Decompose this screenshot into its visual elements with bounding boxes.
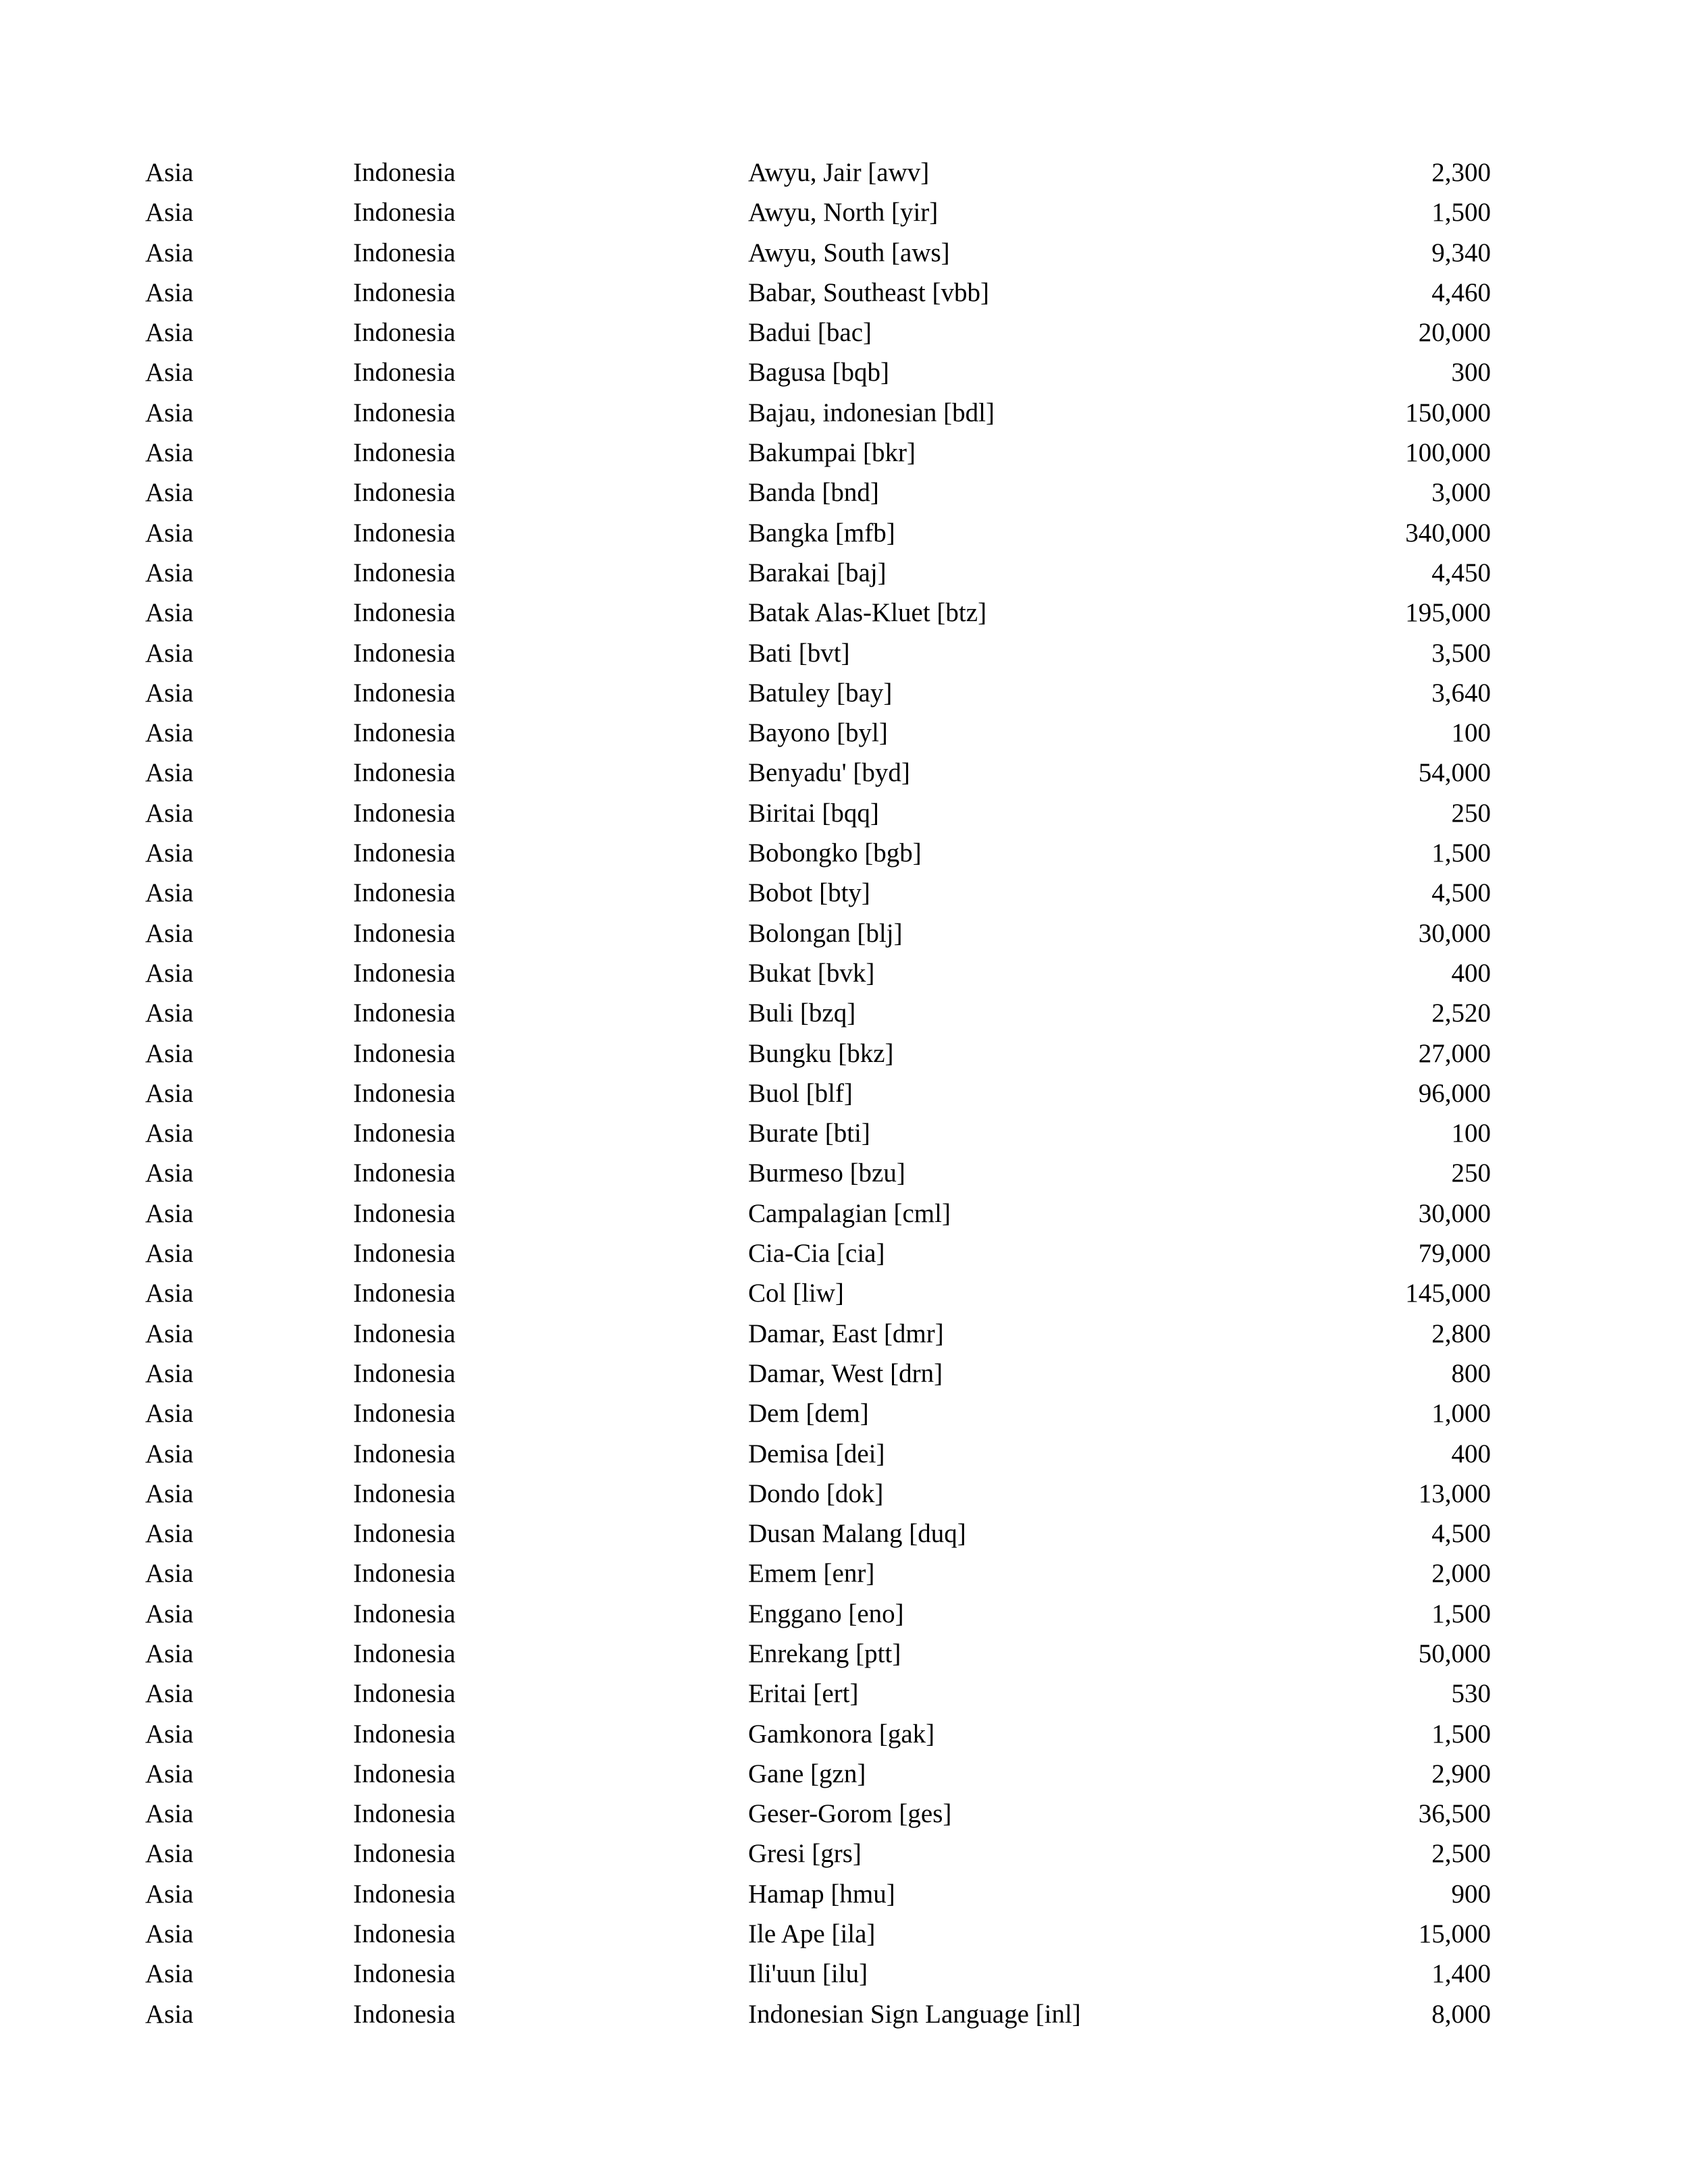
region-cell: Asia: [145, 1559, 194, 1589]
language-cell: Badui [bac]: [748, 318, 872, 348]
country-cell: Indonesia: [353, 238, 456, 267]
country-cell: Indonesia: [353, 1158, 456, 1188]
language-cell: Barakai [baj]: [748, 558, 887, 587]
table-row: [145, 1273, 1491, 1313]
language-cell: Campalagian [cml]: [748, 1198, 951, 1228]
language-cell: Bagusa [bqb]: [748, 358, 890, 388]
population-cell: 400: [1451, 958, 1491, 988]
table-row: [145, 153, 1491, 192]
country-cell: Indonesia: [353, 838, 456, 868]
country-cell: Indonesia: [353, 1839, 456, 1869]
country-cell: Indonesia: [353, 1279, 456, 1308]
region-cell: Asia: [145, 1879, 194, 1909]
language-cell: Buol [blf]: [748, 1078, 853, 1108]
population-cell: 79,000: [1418, 1239, 1491, 1269]
language-cell: Bolongan [blj]: [748, 918, 903, 948]
table-row: [145, 1914, 1491, 1954]
region-cell: Asia: [145, 238, 194, 267]
country-cell: Indonesia: [353, 1679, 456, 1709]
table-row: [145, 1314, 1491, 1354]
country-cell: Indonesia: [353, 678, 456, 708]
population-cell: 2,520: [1431, 998, 1491, 1028]
table-row: [145, 633, 1491, 673]
table-row: [145, 352, 1491, 392]
language-cell: Hamap [hmu]: [748, 1879, 895, 1909]
language-cell: Bukat [bvk]: [748, 958, 875, 988]
country-cell: Indonesia: [353, 958, 456, 988]
region-cell: Asia: [145, 998, 194, 1028]
language-cell: Enggano [eno]: [748, 1599, 904, 1628]
population-cell: 2,000: [1431, 1559, 1491, 1589]
population-cell: 9,340: [1431, 238, 1491, 267]
language-cell: Batuley [bay]: [748, 678, 893, 708]
language-cell: Batak Alas-Kluet [btz]: [748, 598, 987, 628]
table-row: [145, 713, 1491, 753]
language-cell: Bobot [bty]: [748, 878, 870, 908]
population-cell: 195,000: [1405, 598, 1491, 628]
region-cell: Asia: [145, 558, 194, 587]
language-cell: Gresi [grs]: [748, 1839, 862, 1869]
country-cell: Indonesia: [353, 158, 456, 187]
table-row: [145, 192, 1491, 232]
country-cell: Indonesia: [353, 1599, 456, 1628]
region-cell: Asia: [145, 1399, 194, 1429]
region-cell: Asia: [145, 1679, 194, 1709]
table-row: [145, 1834, 1491, 1873]
country-cell: Indonesia: [353, 1239, 456, 1269]
country-cell: Indonesia: [353, 1519, 456, 1549]
table-row: [145, 513, 1491, 553]
language-cell: Burate [bti]: [748, 1119, 870, 1148]
country-cell: Indonesia: [353, 198, 456, 228]
language-cell: Benyadu' [byd]: [748, 758, 910, 788]
table-row: [145, 1754, 1491, 1794]
country-cell: Indonesia: [353, 1479, 456, 1508]
country-cell: Indonesia: [353, 1639, 456, 1668]
region-cell: Asia: [145, 758, 194, 788]
country-cell: Indonesia: [353, 1119, 456, 1148]
country-cell: Indonesia: [353, 998, 456, 1028]
table-row: [145, 273, 1491, 313]
country-cell: Indonesia: [353, 598, 456, 628]
country-cell: Indonesia: [353, 878, 456, 908]
region-cell: Asia: [145, 1078, 194, 1108]
country-cell: Indonesia: [353, 438, 456, 468]
table-row: [145, 1553, 1491, 1593]
table-row: [145, 1674, 1491, 1713]
population-cell: 96,000: [1418, 1078, 1491, 1108]
region-cell: Asia: [145, 718, 194, 748]
language-cell: Enrekang [ptt]: [748, 1639, 901, 1668]
region-cell: Asia: [145, 318, 194, 348]
language-cell: Banda [bnd]: [748, 478, 879, 508]
region-cell: Asia: [145, 1839, 194, 1869]
region-cell: Asia: [145, 518, 194, 548]
language-cell: Ile Ape [ila]: [748, 1919, 876, 1949]
population-cell: 36,500: [1418, 1799, 1491, 1829]
table-row: [145, 1194, 1491, 1233]
population-cell: 150,000: [1405, 398, 1491, 427]
country-cell: Indonesia: [353, 1038, 456, 1068]
region-cell: Asia: [145, 598, 194, 628]
region-cell: Asia: [145, 1358, 194, 1388]
region-cell: Asia: [145, 1719, 194, 1749]
country-cell: Indonesia: [353, 518, 456, 548]
language-cell: Col [liw]: [748, 1279, 844, 1308]
region-cell: Asia: [145, 678, 194, 708]
table-row: [145, 553, 1491, 593]
country-cell: Indonesia: [353, 1799, 456, 1829]
language-cell: Bayono [byl]: [748, 718, 888, 748]
region-cell: Asia: [145, 198, 194, 228]
region-cell: Asia: [145, 358, 194, 388]
region-cell: Asia: [145, 1239, 194, 1269]
country-cell: Indonesia: [353, 758, 456, 788]
population-cell: 3,500: [1431, 638, 1491, 668]
table-row: [145, 1233, 1491, 1273]
country-cell: Indonesia: [353, 358, 456, 388]
language-cell: Indonesian Sign Language [inl]: [748, 1999, 1081, 2029]
language-cell: Awyu, Jair [awv]: [748, 158, 930, 187]
population-cell: 30,000: [1418, 918, 1491, 948]
language-cell: Demisa [dei]: [748, 1439, 885, 1468]
region-cell: Asia: [145, 438, 194, 468]
language-cell: Eritai [ert]: [748, 1679, 859, 1709]
language-cell: Gamkonora [gak]: [748, 1719, 935, 1749]
population-cell: 50,000: [1418, 1639, 1491, 1668]
country-cell: Indonesia: [353, 1078, 456, 1108]
table-row: [145, 1153, 1491, 1193]
population-cell: 20,000: [1418, 318, 1491, 348]
language-cell: Bobongko [bgb]: [748, 838, 922, 868]
table-row: [145, 1594, 1491, 1634]
region-cell: Asia: [145, 1999, 194, 2029]
population-cell: 27,000: [1418, 1038, 1491, 1068]
table-row: [145, 833, 1491, 873]
table-row: [145, 953, 1491, 993]
population-cell: 2,900: [1431, 1759, 1491, 1788]
region-cell: Asia: [145, 958, 194, 988]
population-cell: 100,000: [1405, 438, 1491, 468]
region-cell: Asia: [145, 1479, 194, 1508]
region-cell: Asia: [145, 1279, 194, 1308]
region-cell: Asia: [145, 1439, 194, 1468]
table-row: [145, 313, 1491, 352]
region-cell: Asia: [145, 1038, 194, 1068]
language-cell: Bati [bvt]: [748, 638, 850, 668]
population-cell: 1,500: [1431, 198, 1491, 228]
language-cell: Bajau, indonesian [bdl]: [748, 398, 995, 427]
language-cell: Burmeso [bzu]: [748, 1158, 905, 1188]
population-cell: 4,500: [1431, 1519, 1491, 1549]
region-cell: Asia: [145, 1959, 194, 1989]
country-cell: Indonesia: [353, 558, 456, 587]
language-cell: Dondo [dok]: [748, 1479, 884, 1508]
population-cell: 30,000: [1418, 1198, 1491, 1228]
population-cell: 1,500: [1431, 1719, 1491, 1749]
country-cell: Indonesia: [353, 1358, 456, 1388]
country-cell: Indonesia: [353, 1719, 456, 1749]
table-row: [145, 1514, 1491, 1553]
language-cell: Geser-Gorom [ges]: [748, 1799, 952, 1829]
table-row: [145, 1794, 1491, 1834]
population-cell: 250: [1451, 1158, 1491, 1188]
region-cell: Asia: [145, 1759, 194, 1788]
table-row: [145, 913, 1491, 953]
table-row: [145, 593, 1491, 633]
region-cell: Asia: [145, 1639, 194, 1668]
language-cell: Dem [dem]: [748, 1399, 869, 1429]
population-cell: 2,800: [1431, 1319, 1491, 1348]
table-row: [145, 993, 1491, 1033]
population-cell: 4,460: [1431, 277, 1491, 307]
population-cell: 2,500: [1431, 1839, 1491, 1869]
population-cell: 3,640: [1431, 678, 1491, 708]
language-cell: Bangka [mfb]: [748, 518, 895, 548]
region-cell: Asia: [145, 158, 194, 187]
population-cell: 400: [1451, 1439, 1491, 1468]
language-cell: Damar, West [drn]: [748, 1358, 943, 1388]
country-cell: Indonesia: [353, 1999, 456, 2029]
language-cell: Awyu, South [aws]: [748, 238, 950, 267]
population-cell: 340,000: [1405, 518, 1491, 548]
table-row: [145, 673, 1491, 713]
language-cell: Buli [bzq]: [748, 998, 856, 1028]
country-cell: Indonesia: [353, 798, 456, 828]
country-cell: Indonesia: [353, 1319, 456, 1348]
language-cell: Bungku [bkz]: [748, 1038, 894, 1068]
table-row: [145, 1474, 1491, 1514]
language-cell: Damar, East [dmr]: [748, 1319, 944, 1348]
table-row: [145, 433, 1491, 473]
country-cell: Indonesia: [353, 318, 456, 348]
language-cell: Cia-Cia [cia]: [748, 1239, 885, 1269]
language-cell: Dusan Malang [duq]: [748, 1519, 966, 1549]
population-cell: 1,000: [1431, 1399, 1491, 1429]
language-cell: Emem [enr]: [748, 1559, 875, 1589]
table-row: [145, 873, 1491, 913]
region-cell: Asia: [145, 398, 194, 427]
region-cell: Asia: [145, 277, 194, 307]
table-row: [145, 1874, 1491, 1914]
country-cell: Indonesia: [353, 1198, 456, 1228]
table-row: [145, 1354, 1491, 1393]
table-row: [145, 1994, 1491, 2034]
population-cell: 3,000: [1431, 478, 1491, 508]
population-cell: 1,500: [1431, 1599, 1491, 1628]
population-cell: 1,400: [1431, 1959, 1491, 1989]
population-cell: 1,500: [1431, 838, 1491, 868]
population-cell: 2,300: [1431, 158, 1491, 187]
country-cell: Indonesia: [353, 1959, 456, 1989]
country-cell: Indonesia: [353, 478, 456, 508]
population-cell: 800: [1451, 1358, 1491, 1388]
region-cell: Asia: [145, 918, 194, 948]
country-cell: Indonesia: [353, 1919, 456, 1949]
country-cell: Indonesia: [353, 277, 456, 307]
table-row: [145, 1434, 1491, 1474]
population-cell: 250: [1451, 798, 1491, 828]
table-row: [145, 793, 1491, 833]
language-cell: Babar, Southeast [vbb]: [748, 277, 989, 307]
table-row: [145, 1034, 1491, 1073]
population-cell: 530: [1451, 1679, 1491, 1709]
table-row: [145, 1113, 1491, 1153]
region-cell: Asia: [145, 1119, 194, 1148]
region-cell: Asia: [145, 1198, 194, 1228]
region-cell: Asia: [145, 878, 194, 908]
country-cell: Indonesia: [353, 638, 456, 668]
region-cell: Asia: [145, 478, 194, 508]
population-cell: 300: [1451, 358, 1491, 388]
population-cell: 4,500: [1431, 878, 1491, 908]
population-cell: 8,000: [1431, 1999, 1491, 2029]
population-cell: 900: [1451, 1879, 1491, 1909]
table-row: [145, 1073, 1491, 1113]
region-cell: Asia: [145, 638, 194, 668]
table-row: [145, 393, 1491, 433]
population-cell: 15,000: [1418, 1919, 1491, 1949]
country-cell: Indonesia: [353, 918, 456, 948]
country-cell: Indonesia: [353, 1439, 456, 1468]
language-cell: Gane [gzn]: [748, 1759, 866, 1788]
table-row: [145, 1393, 1491, 1433]
population-cell: 100: [1451, 718, 1491, 748]
table-row: [145, 753, 1491, 793]
region-cell: Asia: [145, 798, 194, 828]
population-cell: 145,000: [1405, 1279, 1491, 1308]
language-cell: Ili'uun [ilu]: [748, 1959, 868, 1989]
region-cell: Asia: [145, 1158, 194, 1188]
region-cell: Asia: [145, 1599, 194, 1628]
country-cell: Indonesia: [353, 1559, 456, 1589]
population-cell: 4,450: [1431, 558, 1491, 587]
table-row: [145, 1634, 1491, 1674]
country-cell: Indonesia: [353, 1399, 456, 1429]
table-row: [145, 1714, 1491, 1754]
population-cell: 54,000: [1418, 758, 1491, 788]
language-cell: Biritai [bqq]: [748, 798, 879, 828]
country-cell: Indonesia: [353, 718, 456, 748]
table-row: [145, 1954, 1491, 1994]
language-cell: Bakumpai [bkr]: [748, 438, 916, 468]
population-cell: 100: [1451, 1119, 1491, 1148]
country-cell: Indonesia: [353, 1879, 456, 1909]
country-cell: Indonesia: [353, 398, 456, 427]
population-cell: 13,000: [1418, 1479, 1491, 1508]
table-row: [145, 473, 1491, 512]
region-cell: Asia: [145, 1319, 194, 1348]
region-cell: Asia: [145, 1519, 194, 1549]
country-cell: Indonesia: [353, 1759, 456, 1788]
table-row: [145, 233, 1491, 273]
region-cell: Asia: [145, 838, 194, 868]
region-cell: Asia: [145, 1919, 194, 1949]
language-cell: Awyu, North [yir]: [748, 198, 939, 228]
region-cell: Asia: [145, 1799, 194, 1829]
language-table: [145, 153, 1491, 2034]
